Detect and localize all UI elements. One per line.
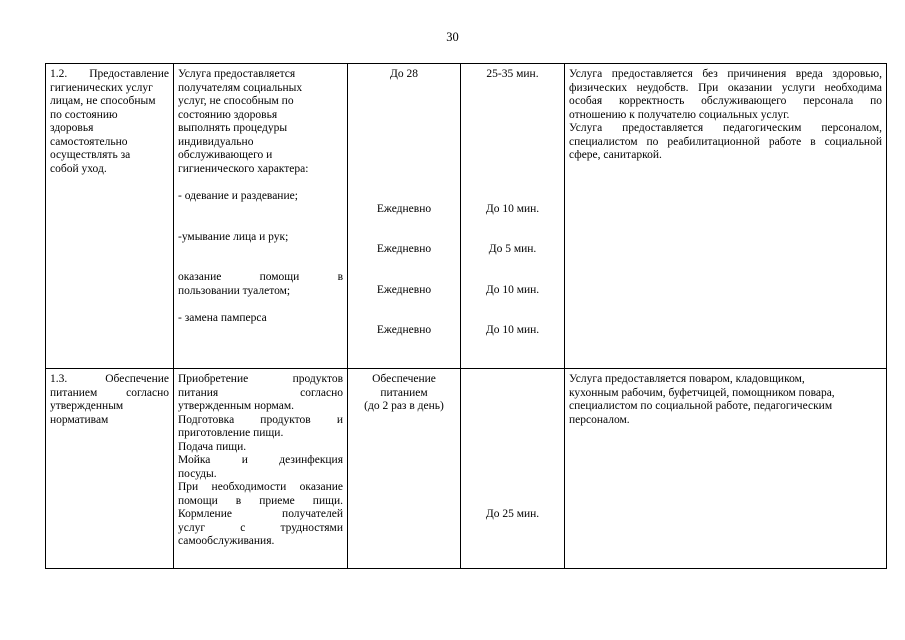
service-description-cell <box>174 64 348 369</box>
table-row <box>46 64 887 369</box>
condition-line: Услуга предоставляется поваром, кладовщиком, <box>569 373 805 385</box>
description-line: утвержденным нормам. <box>178 400 295 412</box>
duration-value: 25-35 мин. <box>486 68 539 80</box>
description-line: гигиенического характера: <box>178 162 309 175</box>
description-line: Услуга предоставляется <box>178 68 296 80</box>
service-description-cell <box>174 369 348 569</box>
volume-line: (до 2 раз в день) <box>364 400 444 412</box>
service-name-line: питанием согласно <box>50 386 169 399</box>
duration-value: До 25 мин. <box>485 508 540 520</box>
description-line: индивидуально <box>178 135 254 148</box>
volume-cell <box>348 64 461 369</box>
item-frequency: Ежедневно <box>376 243 432 255</box>
item-time: До 10 мин. <box>485 324 540 336</box>
item-time: До 10 мин. <box>485 283 540 296</box>
conditions-cell <box>565 369 887 569</box>
description-line: Подача пищи. <box>178 440 247 453</box>
service-name-line: здоровья <box>50 122 94 134</box>
condition-line: специалистом по социальной работе, педагогическим <box>569 400 833 412</box>
service-name-line: гигиенических услуг <box>50 81 153 94</box>
service-name-line: по состоянию <box>50 108 118 121</box>
description-line: состоянию здоровья <box>178 108 278 121</box>
description-line: приготовление пищи. <box>178 427 284 439</box>
duration-cell <box>461 64 565 369</box>
description-line: услуг, не способным по <box>178 95 294 107</box>
description-line: обслуживающего и <box>178 149 273 161</box>
service-name-line: собой уход. <box>50 162 107 175</box>
item-frequency: Ежедневно <box>376 202 432 215</box>
page-number: 30 <box>446 30 459 44</box>
volume-value: До 28 <box>390 68 418 80</box>
item-time: До 10 мин. <box>485 202 540 215</box>
item-frequency: Ежедневно <box>376 324 432 336</box>
item-frequency: Ежедневно <box>376 283 432 296</box>
table-row <box>46 369 887 569</box>
description-line: Кормление получателей <box>178 508 343 520</box>
description-line: выполнять процедуры <box>178 122 288 134</box>
services-table <box>45 63 887 569</box>
service-name-line: утвержденным <box>50 400 124 412</box>
service-name-line: 1.2. Предоставление <box>50 68 169 80</box>
condition-paragraph: Услуга предоставляется педагогическим персоналом, специалистом по реабилитационной работе в социальной сфере, санитаркой. <box>569 122 882 161</box>
service-name-line: осуществлять за <box>50 149 131 161</box>
item-label-cont: пользовании туалетом; <box>178 284 291 297</box>
description-line: Подготовка продуктов и <box>178 413 343 426</box>
description-line: питания согласно <box>178 386 343 399</box>
description-line: Приобретение продуктов <box>178 373 343 385</box>
item-label: - замена памперса <box>178 312 267 324</box>
duration-cell <box>461 369 565 569</box>
condition-paragraph: Услуга предоставляется без причинения вреда здоровью, физических неудобств. При оказании услуги необходима особая корректность обслуживающего персонала по отношению к получателю социальных услуг. <box>569 68 882 121</box>
description-line: услуг с трудностями <box>178 521 343 534</box>
volume-cell <box>348 369 461 569</box>
description-line: самообслуживания. <box>178 535 275 547</box>
condition-line: кухонным рабочим, буфетчицей, помощником повара, <box>569 386 835 399</box>
description-line: посуды. <box>178 467 217 480</box>
service-name-cell <box>46 369 174 569</box>
service-name-line: лицам, не способным <box>50 95 156 107</box>
item-label: -умывание лица и рук; <box>178 230 289 243</box>
description-line: Мойка и дезинфекция <box>178 454 343 466</box>
service-name-line: 1.3. Обеспечение <box>50 373 169 385</box>
service-name-cell <box>46 64 174 369</box>
volume-line: Обеспечение <box>372 373 436 385</box>
service-name-line: нормативам <box>50 413 109 426</box>
description-line: При необходимости оказание <box>178 481 343 493</box>
condition-line: персоналом. <box>569 413 630 426</box>
item-time: До 5 мин. <box>488 243 537 255</box>
service-name-line: самостоятельно <box>50 135 128 148</box>
volume-line: питанием <box>380 386 428 399</box>
conditions-cell <box>565 64 887 369</box>
description-line: помощи в приеме пищи. <box>178 494 343 507</box>
item-label: - одевание и раздевание; <box>178 190 298 202</box>
item-label: оказание помощи в <box>178 271 343 283</box>
description-line: получателям социальных <box>178 81 303 94</box>
